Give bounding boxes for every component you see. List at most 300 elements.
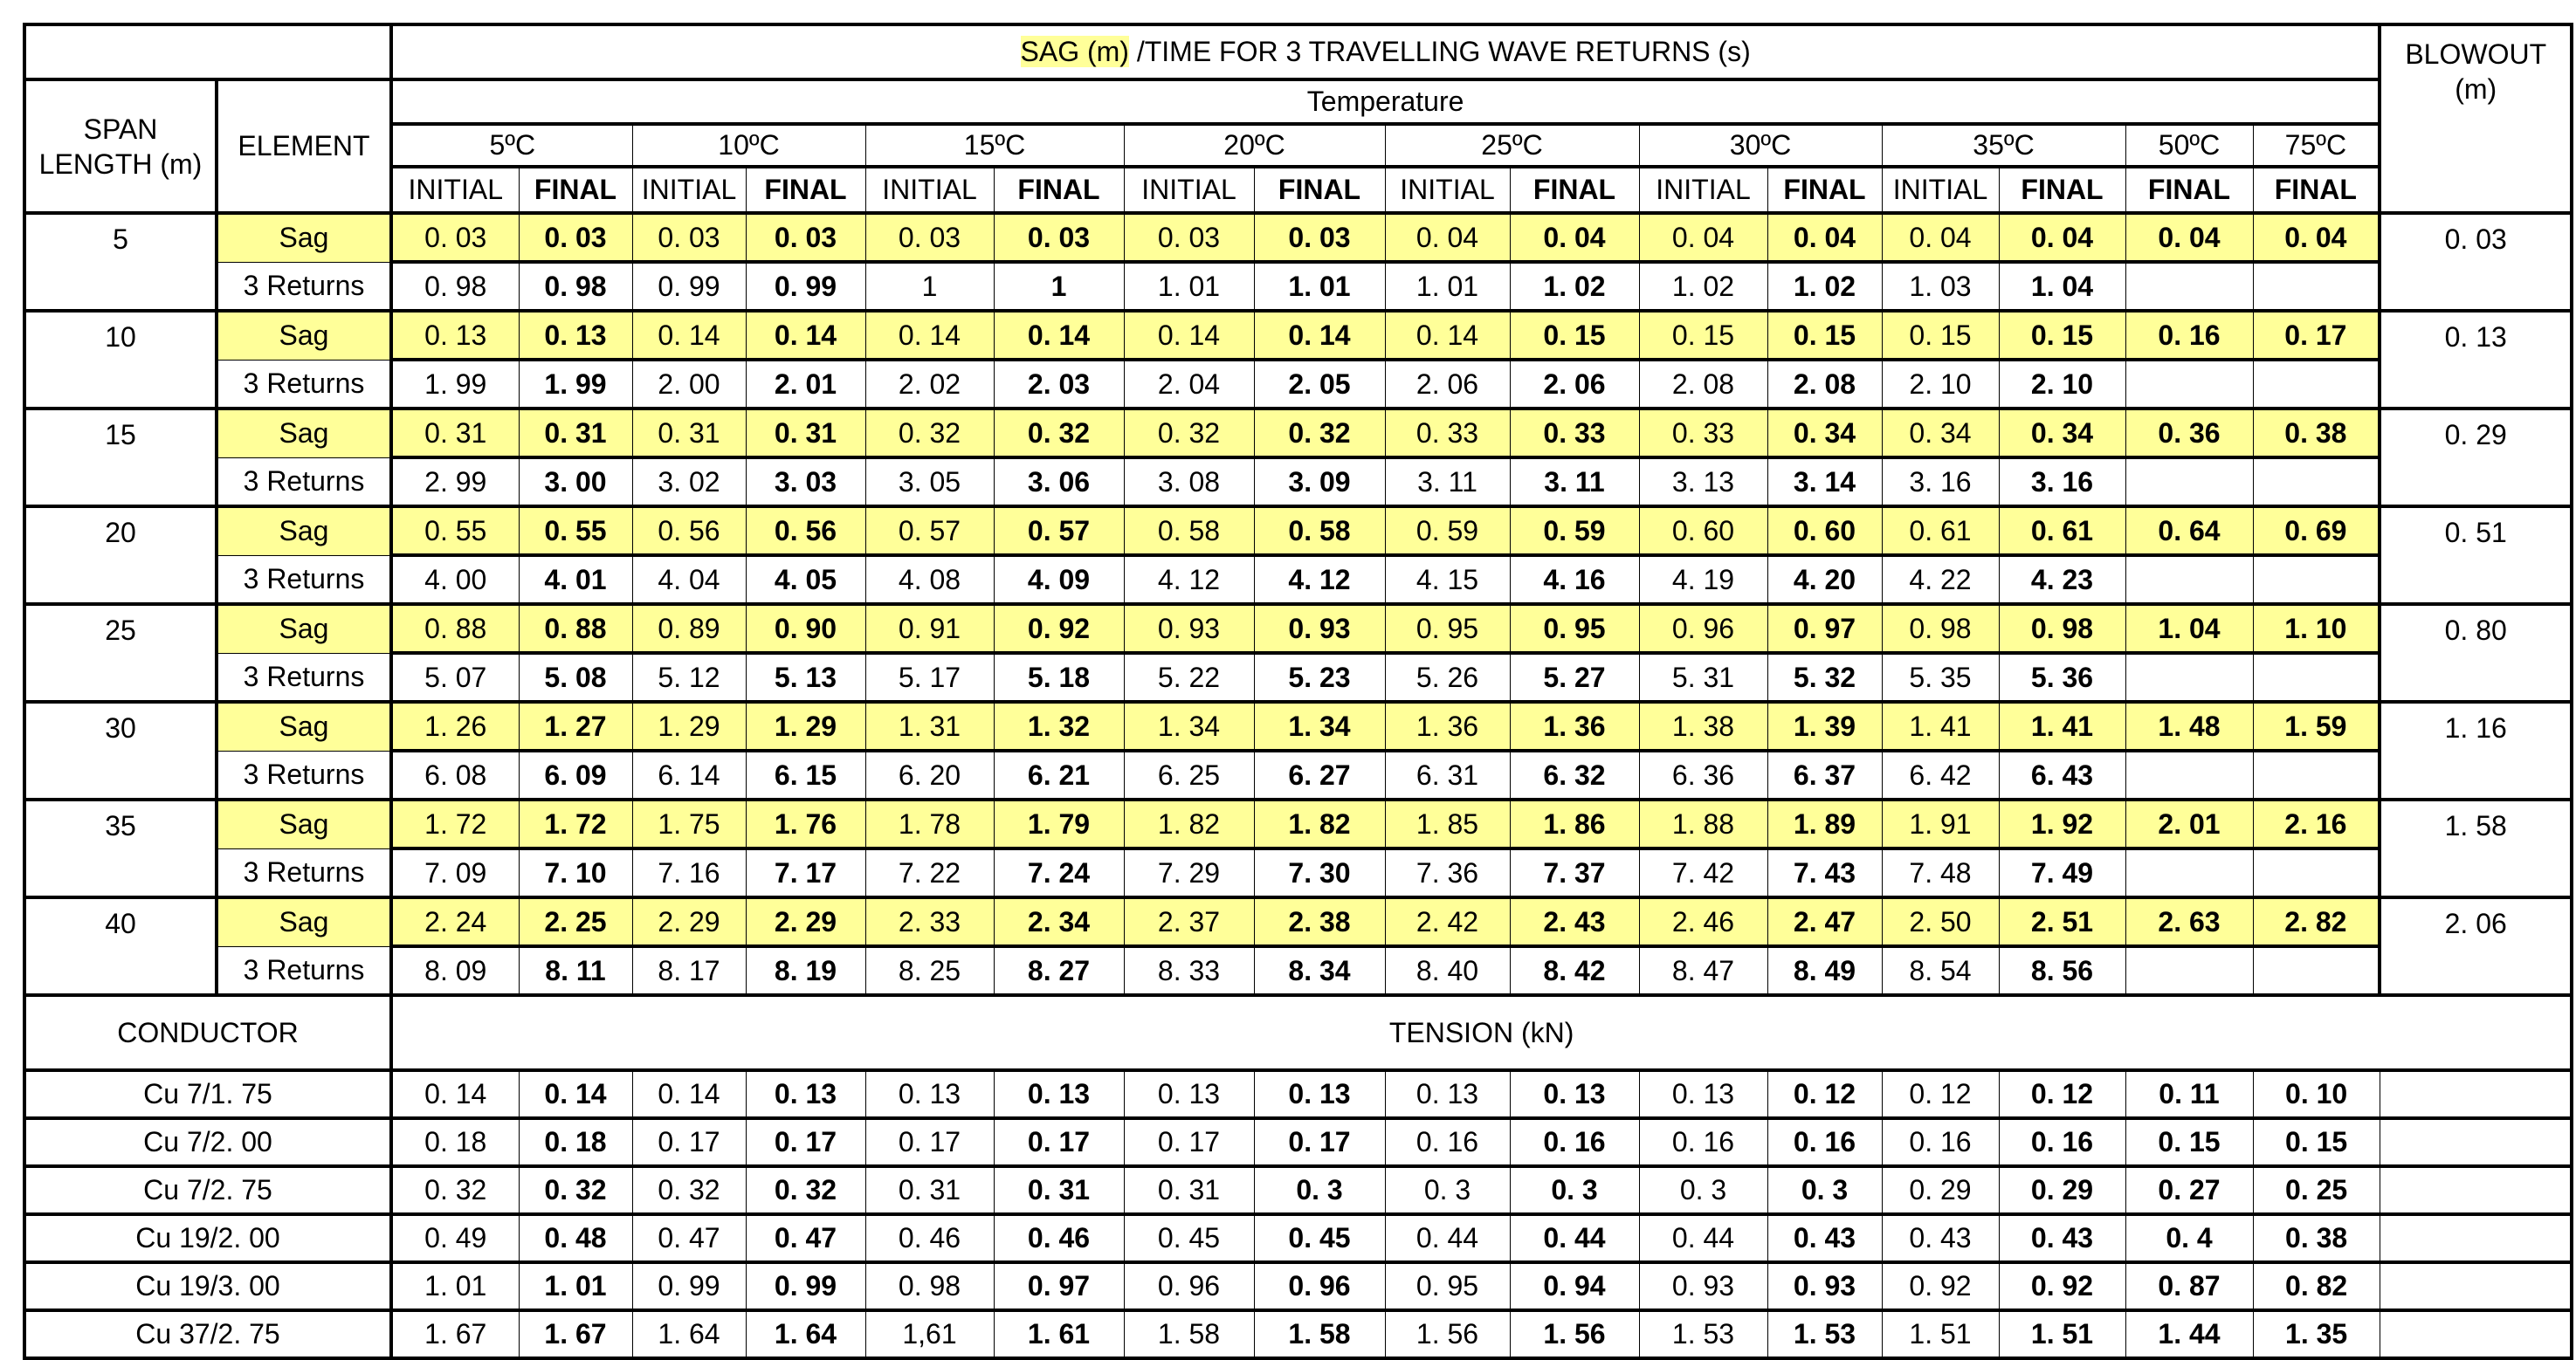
sag-cell: 0. 16 [2125,311,2253,360]
tension-cell: 0. 13 [1124,1070,1254,1118]
tension-cell: 0. 43 [1999,1214,2125,1262]
sag-row [24,897,2572,946]
sag-cell: 0. 13 [519,311,632,360]
returns-cell [2125,653,2253,702]
sag-cell: 1. 86 [1510,800,1639,848]
tension-cell: 0. 13 [746,1070,865,1118]
returns-cell: 7. 42 [1639,848,1767,897]
sag-cell: 0. 98 [1999,604,2125,653]
sag-cell: 1. 38 [1639,702,1767,751]
sag-cell: 0. 60 [1639,506,1767,555]
sag-cell: 0. 58 [1254,506,1385,555]
returns-cell: 7. 30 [1254,848,1385,897]
element-returns: 3 Returns [217,946,391,995]
tension-cell: 1. 58 [1254,1310,1385,1358]
sag-cell: 0. 15 [1767,311,1882,360]
returns-cell: 7. 24 [994,848,1124,897]
blank-corner [24,24,391,79]
sag-cell: 0. 14 [1385,311,1510,360]
returns-cell: 6. 08 [391,751,519,800]
tension-cell: 0. 13 [1639,1070,1767,1118]
tension-cell: 1. 51 [1882,1310,1999,1358]
span-length: 15 [24,409,217,506]
returns-cell: 6. 20 [865,751,994,800]
returns-cell: 6. 43 [1999,751,2125,800]
tension-cell: 1. 58 [1124,1310,1254,1358]
final-header: FINAL [519,167,632,213]
sag-cell: 0. 59 [1510,506,1639,555]
element-returns: 3 Returns [217,262,391,311]
sag-cell: 0. 04 [1510,213,1639,262]
returns-row [24,555,2572,604]
initial-header: INITIAL [391,167,519,213]
returns-cell: 7. 09 [391,848,519,897]
returns-cell: 8. 17 [632,946,746,995]
sag-cell: 0. 95 [1385,604,1510,653]
tension-cell: 0. 29 [1999,1166,2125,1214]
tension-cell: 0. 93 [1639,1262,1767,1310]
sag-cell: 0. 64 [2125,506,2253,555]
returns-cell [2125,751,2253,800]
temp-header-6: 35ºC [1882,124,2125,167]
returns-cell: 3. 03 [746,457,865,506]
sag-cell: 0. 97 [1767,604,1882,653]
returns-cell: 3. 16 [1882,457,1999,506]
returns-cell: 8. 54 [1882,946,1999,995]
span-length: 40 [24,897,217,995]
sag-cell: 0. 03 [1124,213,1254,262]
returns-cell: 1. 01 [1254,262,1385,311]
returns-cell: 8. 49 [1767,946,1882,995]
final-header: FINAL [1254,167,1385,213]
returns-cell: 2. 99 [391,457,519,506]
sag-cell: 1. 36 [1510,702,1639,751]
sag-cell: 2. 34 [994,897,1124,946]
tension-cell: 0. 13 [1510,1070,1639,1118]
element-returns: 3 Returns [217,457,391,506]
sag-cell: 1. 41 [1882,702,1999,751]
sag-cell: 0. 14 [865,311,994,360]
blowout-value: 2. 06 [2380,897,2572,995]
sag-cell: 1. 32 [994,702,1124,751]
tension-cell: 0. 27 [2125,1166,2253,1214]
sag-cell: 2. 38 [1254,897,1385,946]
tension-cell: 0. 17 [994,1118,1124,1166]
returns-cell: 2. 01 [746,360,865,409]
tension-cell: 0. 3 [1639,1166,1767,1214]
sag-cell: 0. 15 [1510,311,1639,360]
sag-cell: 0. 88 [519,604,632,653]
sag-cell: 0. 31 [746,409,865,457]
returns-cell: 4. 12 [1254,555,1385,604]
tension-cell: 0. 47 [746,1214,865,1262]
returns-cell: 7. 22 [865,848,994,897]
returns-cell: 4. 19 [1639,555,1767,604]
tension-cell: 0. 14 [632,1070,746,1118]
sag-cell: 0. 32 [994,409,1124,457]
returns-cell: 0. 99 [746,262,865,311]
sag-cell: 0. 56 [632,506,746,555]
sag-cell: 0. 03 [519,213,632,262]
element-returns: 3 Returns [217,848,391,897]
sag-cell: 0. 98 [1882,604,1999,653]
returns-cell: 6. 15 [746,751,865,800]
sag-row [24,409,2572,457]
tension-cell: 0. 13 [865,1070,994,1118]
span-length-header: SPAN LENGTH (m) [24,79,217,213]
returns-cell [2125,262,2253,311]
sag-cell: 0. 17 [2253,311,2380,360]
sag-cell: 2. 01 [2125,800,2253,848]
returns-cell: 1. 99 [519,360,632,409]
returns-cell: 3. 00 [519,457,632,506]
sag-cell: 1. 27 [519,702,632,751]
returns-cell: 4. 01 [519,555,632,604]
sag-cell: 0. 34 [1767,409,1882,457]
sag-cell: 0. 04 [1767,213,1882,262]
returns-row [24,360,2572,409]
returns-cell: 3. 09 [1254,457,1385,506]
returns-cell: 6. 31 [1385,751,1510,800]
returns-cell: 6. 42 [1882,751,1999,800]
tension-cell: 0. 10 [2253,1070,2380,1118]
tension-cell: 0. 18 [519,1118,632,1166]
tension-blank [2380,1310,2572,1358]
returns-cell: 0. 98 [519,262,632,311]
sag-cell: 0. 04 [1882,213,1999,262]
tension-cell: 0. 32 [391,1166,519,1214]
returns-cell: 8. 25 [865,946,994,995]
returns-cell: 6. 14 [632,751,746,800]
blowout-value: 1. 58 [2380,800,2572,897]
returns-cell: 6. 36 [1639,751,1767,800]
span-length: 35 [24,800,217,897]
sag-cell: 0. 91 [865,604,994,653]
tension-cell: 0. 97 [994,1262,1124,1310]
sag-cell: 0. 69 [2253,506,2380,555]
returns-cell: 5. 17 [865,653,994,702]
sag-row [24,702,2572,751]
sag-cell: 0. 55 [519,506,632,555]
temp-header-8: 75ºC [2253,124,2380,167]
sag-cell: 1. 85 [1385,800,1510,848]
sag-cell: 1. 04 [2125,604,2253,653]
element-sag: Sag [217,702,391,751]
returns-cell: 2. 00 [632,360,746,409]
sag-cell: 1. 31 [865,702,994,751]
element-sag: Sag [217,213,391,262]
sag-cell: 1. 41 [1999,702,2125,751]
tension-cell: 0. 17 [632,1118,746,1166]
returns-cell: 7. 10 [519,848,632,897]
tension-cell: 1. 67 [519,1310,632,1358]
tension-cell: 0. 29 [1882,1166,1999,1214]
returns-cell: 3. 02 [632,457,746,506]
element-sag: Sag [217,506,391,555]
sag-cell: 0. 14 [1254,311,1385,360]
element-sag: Sag [217,897,391,946]
returns-cell: 3. 08 [1124,457,1254,506]
tension-cell: 0. 18 [391,1118,519,1166]
sag-cell: 0. 04 [2125,213,2253,262]
tension-cell: 0. 48 [519,1214,632,1262]
returns-cell: 0. 99 [632,262,746,311]
temp-header-3: 20ºC [1124,124,1385,167]
tension-cell: 1. 67 [391,1310,519,1358]
sag-cell: 2. 63 [2125,897,2253,946]
tension-cell: 0. 92 [1882,1262,1999,1310]
tension-cell: 0. 99 [632,1262,746,1310]
returns-cell: 0. 98 [391,262,519,311]
tension-cell: 0. 87 [2125,1262,2253,1310]
returns-cell: 1. 01 [1124,262,1254,311]
initial-header: INITIAL [1385,167,1510,213]
sag-row [24,604,2572,653]
span-length: 25 [24,604,217,702]
sag-cell: 2. 47 [1767,897,1882,946]
sag-cell: 0. 14 [1124,311,1254,360]
tension-cell: 0. 14 [391,1070,519,1118]
tension-cell: 1. 64 [632,1310,746,1358]
conductor-name: Cu 7/2. 75 [24,1166,391,1214]
sag-cell: 0. 38 [2253,409,2380,457]
returns-cell: 7. 43 [1767,848,1882,897]
sag-cell: 1. 92 [1999,800,2125,848]
returns-row [24,946,2572,995]
returns-cell: 7. 36 [1385,848,1510,897]
initial-header: INITIAL [865,167,994,213]
sag-cell: 2. 29 [746,897,865,946]
returns-cell: 5. 13 [746,653,865,702]
sag-cell: 0. 55 [391,506,519,555]
element-returns: 3 Returns [217,360,391,409]
returns-cell [2253,848,2380,897]
returns-cell [2125,946,2253,995]
sag-cell: 0. 57 [994,506,1124,555]
sag-cell: 0. 33 [1639,409,1767,457]
sag-cell: 0. 58 [1124,506,1254,555]
tension-cell: 1. 01 [519,1262,632,1310]
tension-cell: 0. 31 [865,1166,994,1214]
sag-cell: 1. 48 [2125,702,2253,751]
tension-cell: 1. 53 [1639,1310,1767,1358]
sag-cell: 1. 76 [746,800,865,848]
sag-cell: 2. 50 [1882,897,1999,946]
final-header: FINAL [994,167,1124,213]
sag-cell: 1. 29 [632,702,746,751]
returns-cell: 1. 02 [1639,262,1767,311]
sag-cell: 0. 04 [1385,213,1510,262]
tension-row [24,1262,2572,1310]
sag-cell: 0. 14 [994,311,1124,360]
element-sag: Sag [217,311,391,360]
tension-cell: 0. 16 [1639,1118,1767,1166]
sag-cell: 0. 95 [1510,604,1639,653]
sag-cell: 2. 43 [1510,897,1639,946]
returns-cell: 4. 15 [1385,555,1510,604]
returns-row [24,653,2572,702]
sag-cell: 1. 59 [2253,702,2380,751]
returns-row [24,262,2572,311]
returns-cell: 6. 27 [1254,751,1385,800]
tension-cell: 1. 01 [391,1262,519,1310]
returns-cell: 8. 19 [746,946,865,995]
sag-cell: 1. 91 [1882,800,1999,848]
returns-cell [2125,555,2253,604]
sag-cell: 0. 57 [865,506,994,555]
returns-cell: 6. 37 [1767,751,1882,800]
returns-cell: 1. 02 [1510,262,1639,311]
temp-header-7: 50ºC [2125,124,2253,167]
returns-cell: 8. 56 [1999,946,2125,995]
tension-cell: 0. 4 [2125,1214,2253,1262]
returns-cell: 1 [865,262,994,311]
tension-cell: 0. 45 [1254,1214,1385,1262]
tension-cell: 0. 32 [632,1166,746,1214]
returns-cell: 2. 06 [1510,360,1639,409]
sag-tension-table [23,23,2573,1360]
returns-cell: 4. 22 [1882,555,1999,604]
tension-cell: 0. 12 [1999,1070,2125,1118]
sag-cell: 1. 29 [746,702,865,751]
sag-cell: 1. 39 [1767,702,1882,751]
returns-cell: 4. 23 [1999,555,2125,604]
tension-cell: 0. 82 [2253,1262,2380,1310]
blowout-value: 0. 29 [2380,409,2572,506]
temp-header-2: 15ºC [865,124,1124,167]
tension-cell: 1. 61 [994,1310,1124,1358]
final-header: FINAL [2125,167,2253,213]
tension-cell: 0. 16 [1882,1118,1999,1166]
tension-cell: 0. 38 [2253,1214,2380,1262]
sag-cell: 0. 61 [1999,506,2125,555]
sag-cell: 1. 82 [1124,800,1254,848]
returns-cell: 3. 16 [1999,457,2125,506]
tension-cell: 0. 16 [1510,1118,1639,1166]
tension-cell: 0. 11 [2125,1070,2253,1118]
sag-cell: 0. 34 [1999,409,2125,457]
returns-cell: 5. 12 [632,653,746,702]
tension-cell: 0. 95 [1385,1262,1510,1310]
returns-cell: 5. 36 [1999,653,2125,702]
returns-cell [2253,457,2380,506]
sag-row [24,800,2572,848]
sag-cell: 2. 33 [865,897,994,946]
conductor-name: Cu 37/2. 75 [24,1310,391,1358]
tension-cell: 0. 17 [865,1118,994,1166]
returns-cell: 3. 05 [865,457,994,506]
returns-cell [2253,262,2380,311]
sag-cell: 1. 75 [632,800,746,848]
tension-cell: 0. 16 [1999,1118,2125,1166]
tension-cell: 0. 96 [1124,1262,1254,1310]
returns-cell: 2. 04 [1124,360,1254,409]
tension-cell: 0. 15 [2125,1118,2253,1166]
returns-row [24,751,2572,800]
sag-cell: 1. 88 [1639,800,1767,848]
tension-blank [2380,1070,2572,1118]
returns-cell: 5. 07 [391,653,519,702]
tension-row [24,1118,2572,1166]
sag-row [24,506,2572,555]
returns-cell: 1. 99 [391,360,519,409]
sag-cell: 0. 31 [632,409,746,457]
returns-cell: 8. 33 [1124,946,1254,995]
final-header: FINAL [1767,167,1882,213]
span-length: 30 [24,702,217,800]
returns-cell: 7. 49 [1999,848,2125,897]
returns-cell [2253,946,2380,995]
tension-cell: 0. 43 [1767,1214,1882,1262]
sag-cell: 2. 24 [391,897,519,946]
tension-cell: 0. 17 [1124,1118,1254,1166]
sag-cell: 0. 03 [865,213,994,262]
returns-cell: 4. 16 [1510,555,1639,604]
initial-header: INITIAL [1639,167,1767,213]
returns-cell: 2. 08 [1767,360,1882,409]
returns-cell: 8. 47 [1639,946,1767,995]
tension-row [24,1214,2572,1262]
returns-cell: 6. 09 [519,751,632,800]
tension-cell: 0. 32 [519,1166,632,1214]
sag-cell: 2. 42 [1385,897,1510,946]
returns-cell: 8. 09 [391,946,519,995]
returns-cell: 4. 08 [865,555,994,604]
temp-header-4: 25ºC [1385,124,1639,167]
sag-cell: 0. 34 [1882,409,1999,457]
sag-cell: 1. 89 [1767,800,1882,848]
tension-cell: 0. 43 [1882,1214,1999,1262]
tension-cell: 0. 98 [865,1262,994,1310]
sag-cell: 0. 03 [391,213,519,262]
tension-cell: 1. 56 [1510,1310,1639,1358]
element-sag: Sag [217,604,391,653]
tension-cell: 0. 46 [865,1214,994,1262]
returns-cell: 7. 17 [746,848,865,897]
tension-cell: 0. 92 [1999,1262,2125,1310]
tension-cell: 0. 17 [746,1118,865,1166]
tension-cell: 0. 94 [1510,1262,1639,1310]
tension-cell: 0. 13 [1254,1070,1385,1118]
sag-cell: 0. 15 [1882,311,1999,360]
tension-cell: 0. 12 [1882,1070,1999,1118]
sag-cell: 0. 90 [746,604,865,653]
sag-cell: 1. 79 [994,800,1124,848]
tension-cell: 0. 13 [994,1070,1124,1118]
tension-blank [2380,1118,2572,1166]
returns-cell: 1. 04 [1999,262,2125,311]
sag-cell: 1. 26 [391,702,519,751]
sag-cell: 2. 16 [2253,800,2380,848]
blowout-value: 1. 16 [2380,702,2572,800]
sag-cell: 0. 32 [1254,409,1385,457]
returns-cell: 7. 37 [1510,848,1639,897]
element-returns: 3 Returns [217,751,391,800]
sag-cell: 2. 82 [2253,897,2380,946]
returns-cell: 5. 27 [1510,653,1639,702]
returns-cell: 6. 21 [994,751,1124,800]
returns-cell: 8. 40 [1385,946,1510,995]
tension-cell: 0. 44 [1385,1214,1510,1262]
tension-cell: 0. 3 [1385,1166,1510,1214]
returns-cell: 3. 11 [1385,457,1510,506]
sag-cell: 1. 78 [865,800,994,848]
sag-cell: 0. 03 [746,213,865,262]
temp-header-5: 30ºC [1639,124,1882,167]
returns-cell: 3. 14 [1767,457,1882,506]
tension-cell: 1. 53 [1767,1310,1882,1358]
blowout-value: 0. 13 [2380,311,2572,409]
